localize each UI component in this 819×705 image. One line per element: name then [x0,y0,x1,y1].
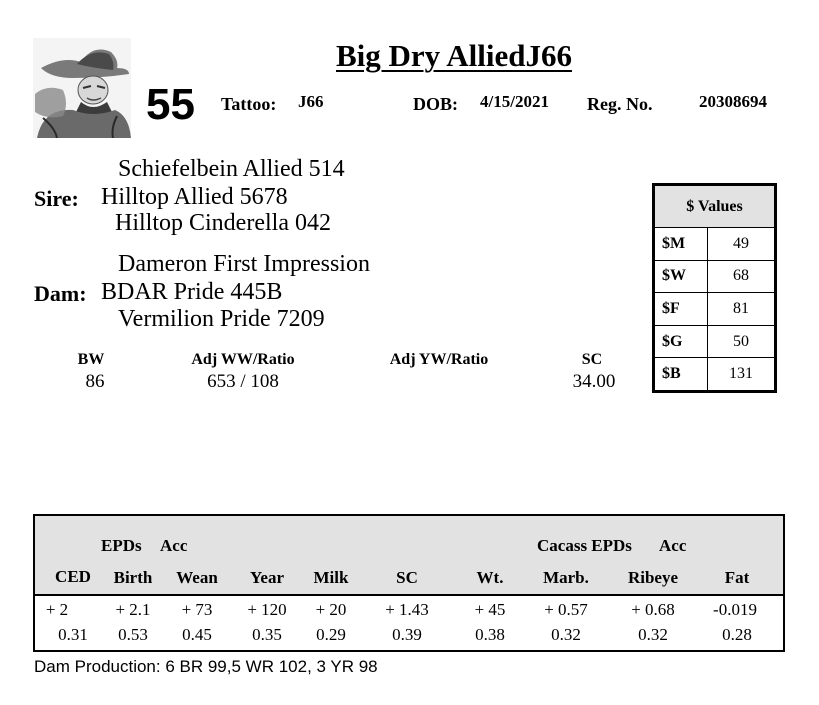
carcass-epds-group-label: Cacass EPDs [537,536,632,555]
bw-header: BW [77,351,105,368]
epd-value: + 45 [474,600,506,619]
acc-value: 0.38 [475,625,505,644]
epd-value: -0.019 [713,600,757,619]
dollar-value-row [655,228,775,261]
dollar-value: 131 [708,358,775,391]
dam-dam: Vermilion Pride 7209 [118,306,325,332]
bw-value: 86 [85,371,105,392]
epd-col-header: Fat [724,568,750,587]
epds-acc-label: Acc [160,536,188,555]
reg-no-label: Reg. No. [587,94,653,114]
epd-col-header: SC [396,568,418,587]
epd-value: + 1.43 [385,600,429,619]
acc-value: 0.28 [722,625,752,644]
sc-value: 34.00 [572,371,616,392]
dollar-value-row [655,358,775,391]
dam-label: Dam: [34,281,87,306]
sc-header: SC [581,351,603,368]
dollar-value-label: $B [655,358,708,391]
epd-col-header: Wt. [476,568,504,587]
dollar-value-label: $G [655,325,708,358]
epds-group-label: EPDs [101,536,142,555]
cowboy-logo [33,38,131,138]
sire-sire: Schiefelbein Allied 514 [118,156,345,182]
adj-ww-header: Adj WW/Ratio [191,351,295,368]
dollar-value: 50 [708,325,775,358]
dollar-value: 81 [708,293,775,326]
adj-ww-value: 653 / 108 [207,371,279,392]
carcass-acc-label: Acc [659,536,687,555]
sire-label: Sire: [34,186,79,211]
acc-value: 0.32 [638,625,668,644]
dam-name: BDAR Pride 445B [101,279,283,305]
dollar-value-label: $M [655,228,708,261]
epd-col-header: CED [55,567,91,586]
epd-value: + 2 [45,600,69,619]
epd-value: + 120 [247,600,287,619]
tattoo-label: Tattoo: [221,94,277,114]
acc-value: 0.39 [392,625,422,644]
dam-production: Dam Production: 6 BR 99,5 WR 102, 3 YR 98 [34,657,378,676]
epd-col-header: Marb. [543,568,589,587]
acc-value: 0.35 [252,625,282,644]
dollar-value-row [655,260,775,293]
epd-col-header: Wean [176,568,218,587]
epd-value: + 20 [315,600,347,619]
epd-col-header: Birth [113,568,153,587]
dob-label: DOB: [413,94,458,114]
adj-yw-header: Adj YW/Ratio [389,351,489,368]
acc-value: 0.53 [118,625,148,644]
dollar-value: 68 [708,260,775,293]
acc-value: 0.31 [58,625,88,644]
epd-col-header: Ribeye [627,568,679,587]
epd-col-header: Year [250,568,284,587]
acc-value: 0.32 [551,625,581,644]
animal-name-title: Big Dry AlliedJ66 [336,38,572,73]
epd-value: + 0.68 [631,600,675,619]
dollar-value-row [655,325,775,358]
epd-col-header: Milk [313,568,349,587]
sire-dam: Hilltop Cinderella 042 [115,210,331,236]
dollar-value-row [655,293,775,326]
lot-number: 55 [146,80,195,129]
dam-sire: Dameron First Impression [118,251,370,277]
dollar-value: 49 [708,228,775,261]
epd-value: + 2.1 [115,600,151,619]
acc-value: 0.45 [182,625,212,644]
acc-value: 0.29 [316,625,346,644]
dollar-values-table [652,183,777,393]
epd-value: + 73 [181,600,213,619]
epd-table [33,514,785,652]
dollar-value-label: $W [655,260,708,293]
sire-name: Hilltop Allied 5678 [101,184,288,210]
reg-no-value: 20308694 [699,92,767,111]
dollar-values-title: $ Values [655,186,775,228]
tattoo-value: J66 [298,92,324,111]
dob-value: 4/15/2021 [480,92,549,111]
dollar-value-label: $F [655,293,708,326]
epd-value: + 0.57 [544,600,588,619]
